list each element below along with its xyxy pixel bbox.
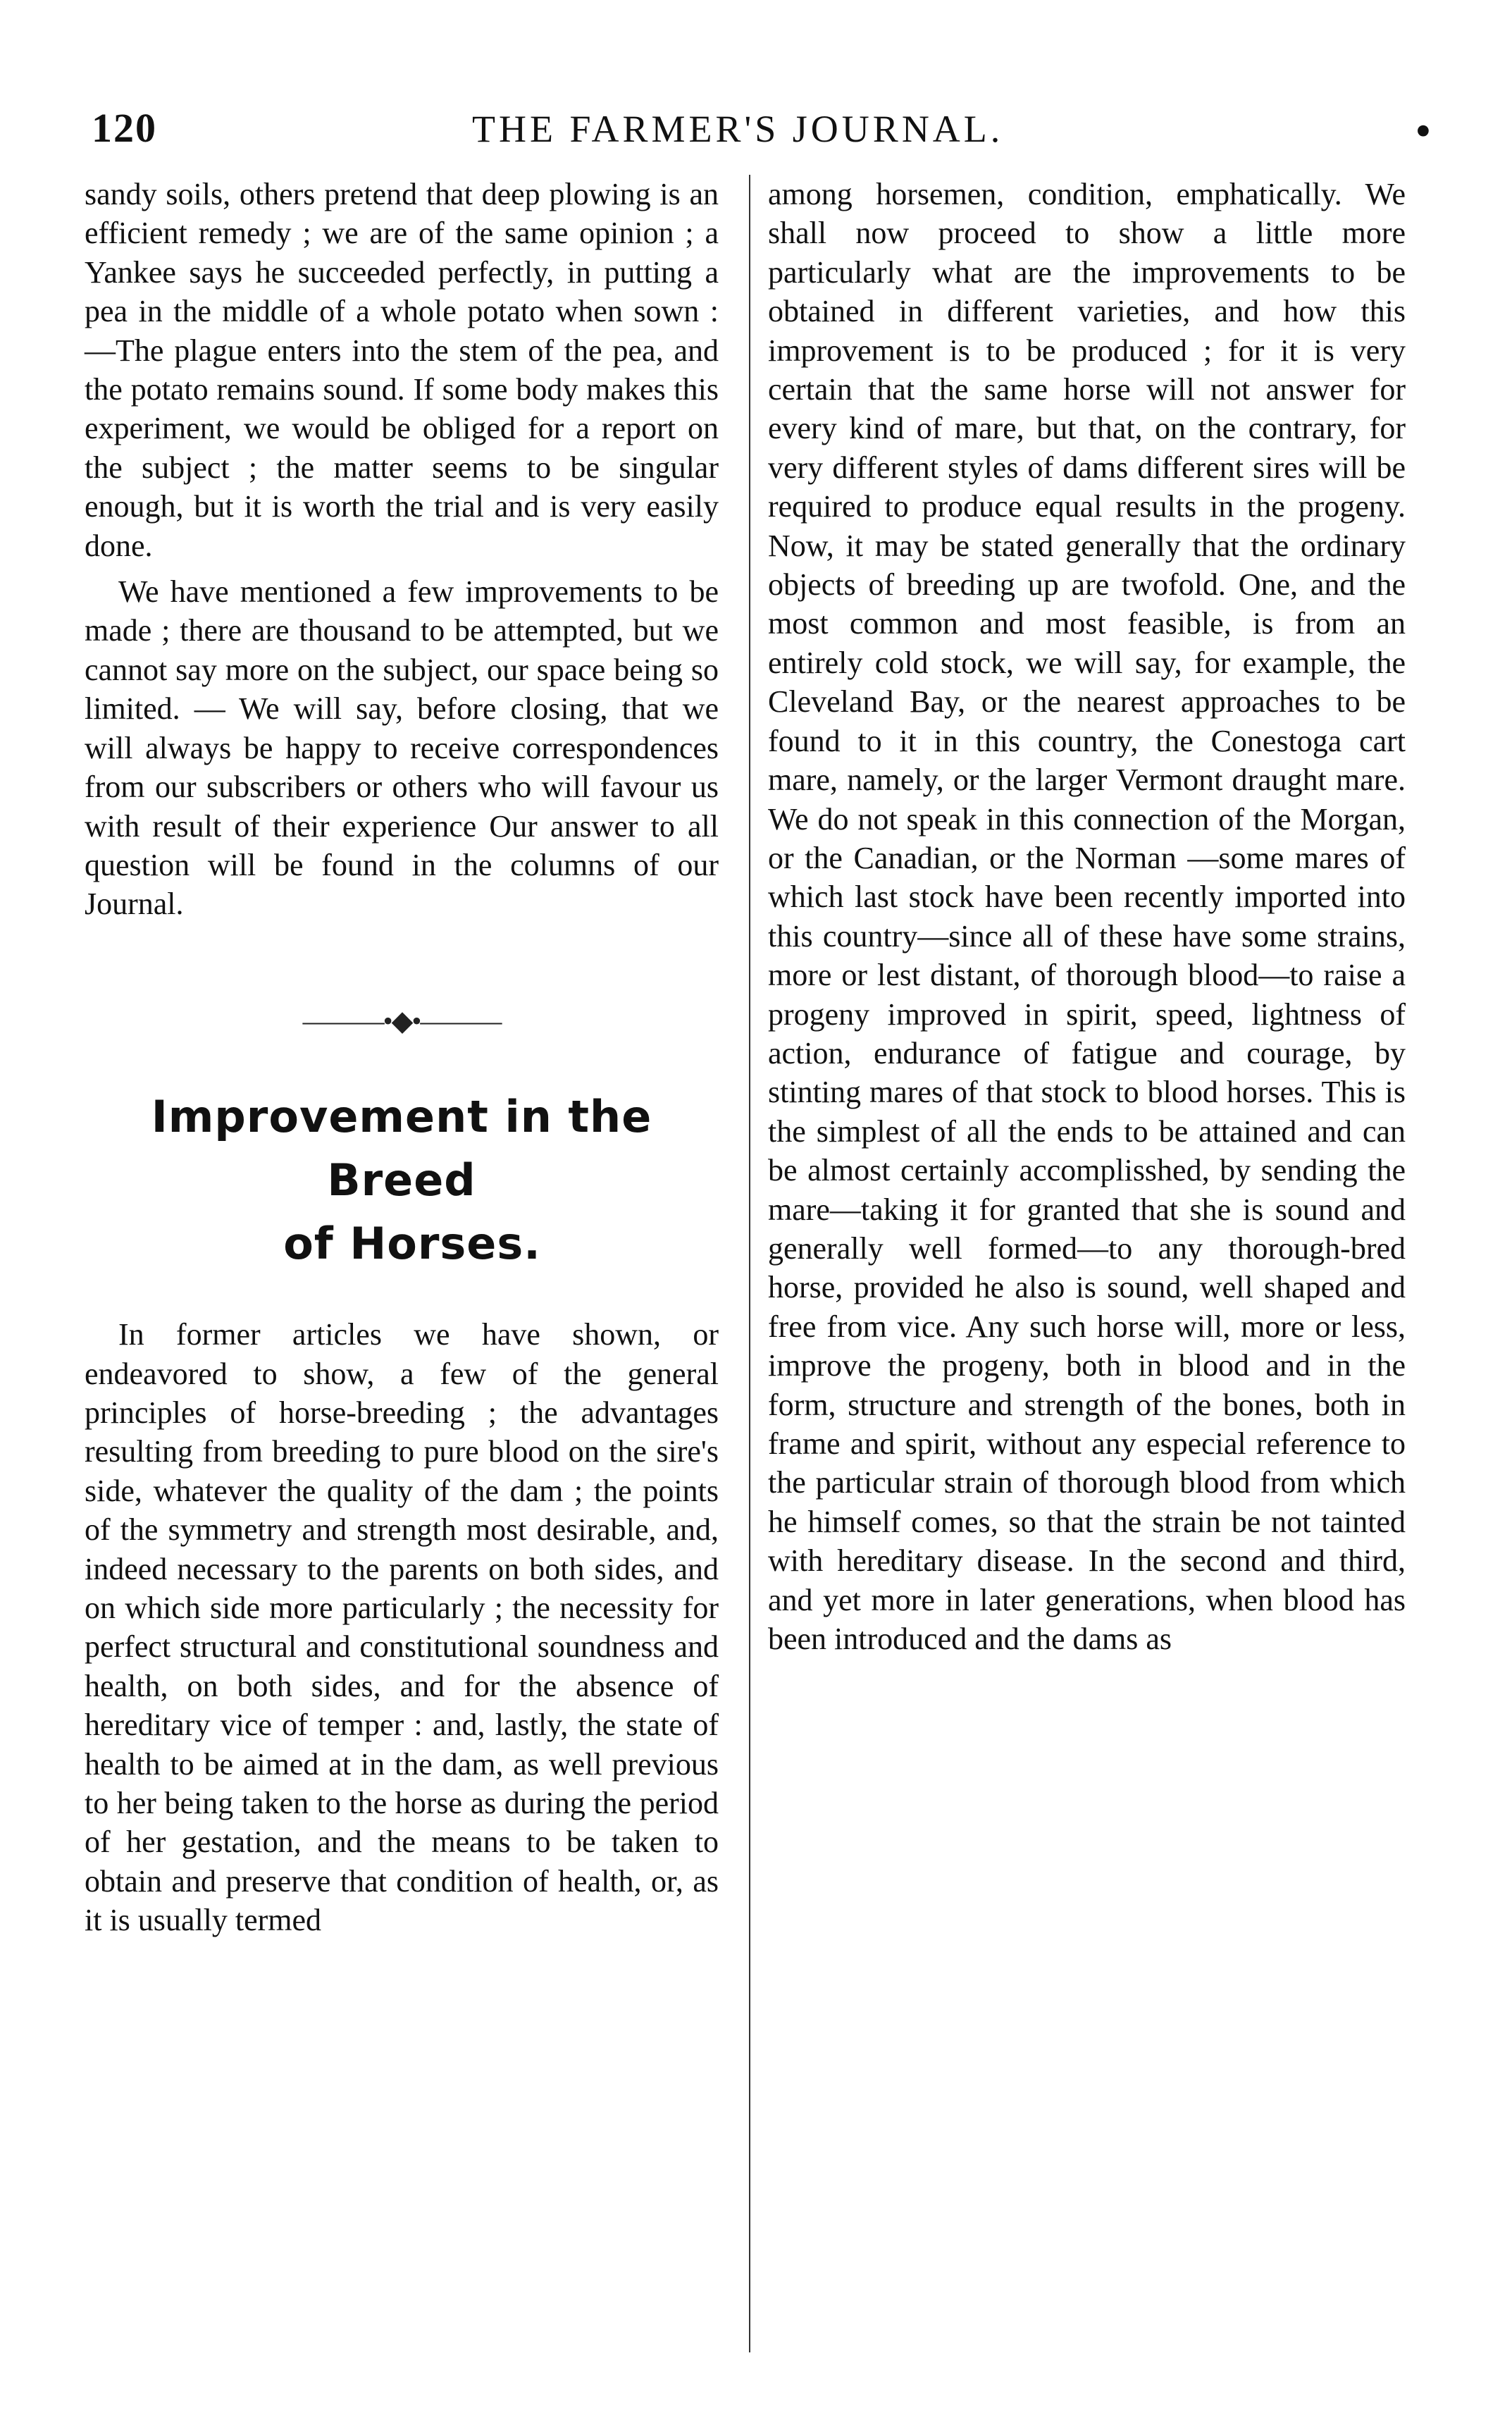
paragraph-horse-breeding-intro: In former articles we have shown, or endeavored to show, a few of the general principles of horse-breeding ; the advantages resulting from breeding to pure blood on the sire's side, whatever the quality of the dam ; the points of the symmetry and strength most desirable, and, indeed necessary to the parents on both sides, and on which side more particularly ; the necessity for perfect structural and constitutional soundness and health, on both sides, and for the absence of hereditary vice of temper : and, lastly, the state of health to be aimed at in the dam, as well previous to her being taken to the horse as during the period of her gestation, and the means to be taken to obtain and preserve that condition of health, or, as it is usually termed xyxy=(85,1317,719,1938)
column-rule xyxy=(749,175,750,2352)
page-number: 120 xyxy=(92,105,157,151)
article-title-line1: Improvement in the Breed xyxy=(151,1091,652,1206)
left-column xyxy=(85,175,719,1940)
page-header xyxy=(92,104,1430,161)
header-mark: • xyxy=(1415,108,1430,154)
running-title: THE FARMER'S JOURNAL. xyxy=(472,108,1004,150)
paragraph-gap xyxy=(85,565,719,572)
right-column xyxy=(768,175,1406,1658)
paragraph-closing-remarks: We have mentioned a few improvements to be made ; there are thousand to be attempted, but we cannot say more on the subject, our space being so limited. — We will say, before closing, that we will always be happy to receive correspondences from our subscribers or others who will favour us with result of their experience Our answer to all question will be found in the columns of our Journal. xyxy=(85,574,719,922)
paragraph-potato-experiment: sandy soils, others pretend that deep plowing is an efficient remedy ; we are of the same opinion ; a Yankee says he succeeded perfectly, in putting a pea in the middle of a whole potato when sown : —The plague enters into the stem of the pea, and the potato remains sound. If some body makes this experiment, we would be obliged for a report on the subject ; the matter seems to be singular enough, but it is worth the trial and is very easily done. xyxy=(85,177,719,563)
section-divider-ornament: ———•◆•——— xyxy=(302,1004,501,1037)
article-title-line2: of Horses. xyxy=(283,1218,541,1270)
paragraph-horse-breeding-continued: among horsemen, condition, emphatically. We shall now proceed to show a little more particularly what are the improvements to be obtained in different varieties, and how this improvement is to be produced ; for it is very certain that the same horse will not answer for every kind of mare, but that, on the contrary, for very different styles of dams different sires will be required to produce equal results in the progeny. Now, it may be stated generally that the ordinary objects of breeding up are twofold. One, and the most common and most feasible, is from an entirely cold stock, we will say, for example, the Cleveland Bay, or the nearest approaches to be found to it in this country, the Conestoga cart mare, namely, or the larger Vermont draught mare. We do not speak in this connection of the Morgan, or the Canadian, or the Norman —some mares of which last stock have been recently imported into this country—since all of these have some strains, more or lest distant, of thorough blood—to raise a progeny improved in spirit, speed, lightness of action, endurance of fatigue and courage, by stinting mares of that stock to blood horses. This is the simplest of all the ends to be attained and can be almost certainly accomplisshed, by sending the mare—taking it for granted that she is sound and generally well formed—to any thorough-bred horse, provided he also is sound, well shaped and free from vice. Any such horse will, more or less, improve the progeny, both in blood and in the form, structure and strength of the bones, both in frame and spirit, without any especial reference to the particular strain of thorough blood from which he himself comes, so that the strain be not tainted with hereditary disease. In the second and third, and yet more in later generations, when blood has been introduced and the dams as xyxy=(768,177,1406,1657)
